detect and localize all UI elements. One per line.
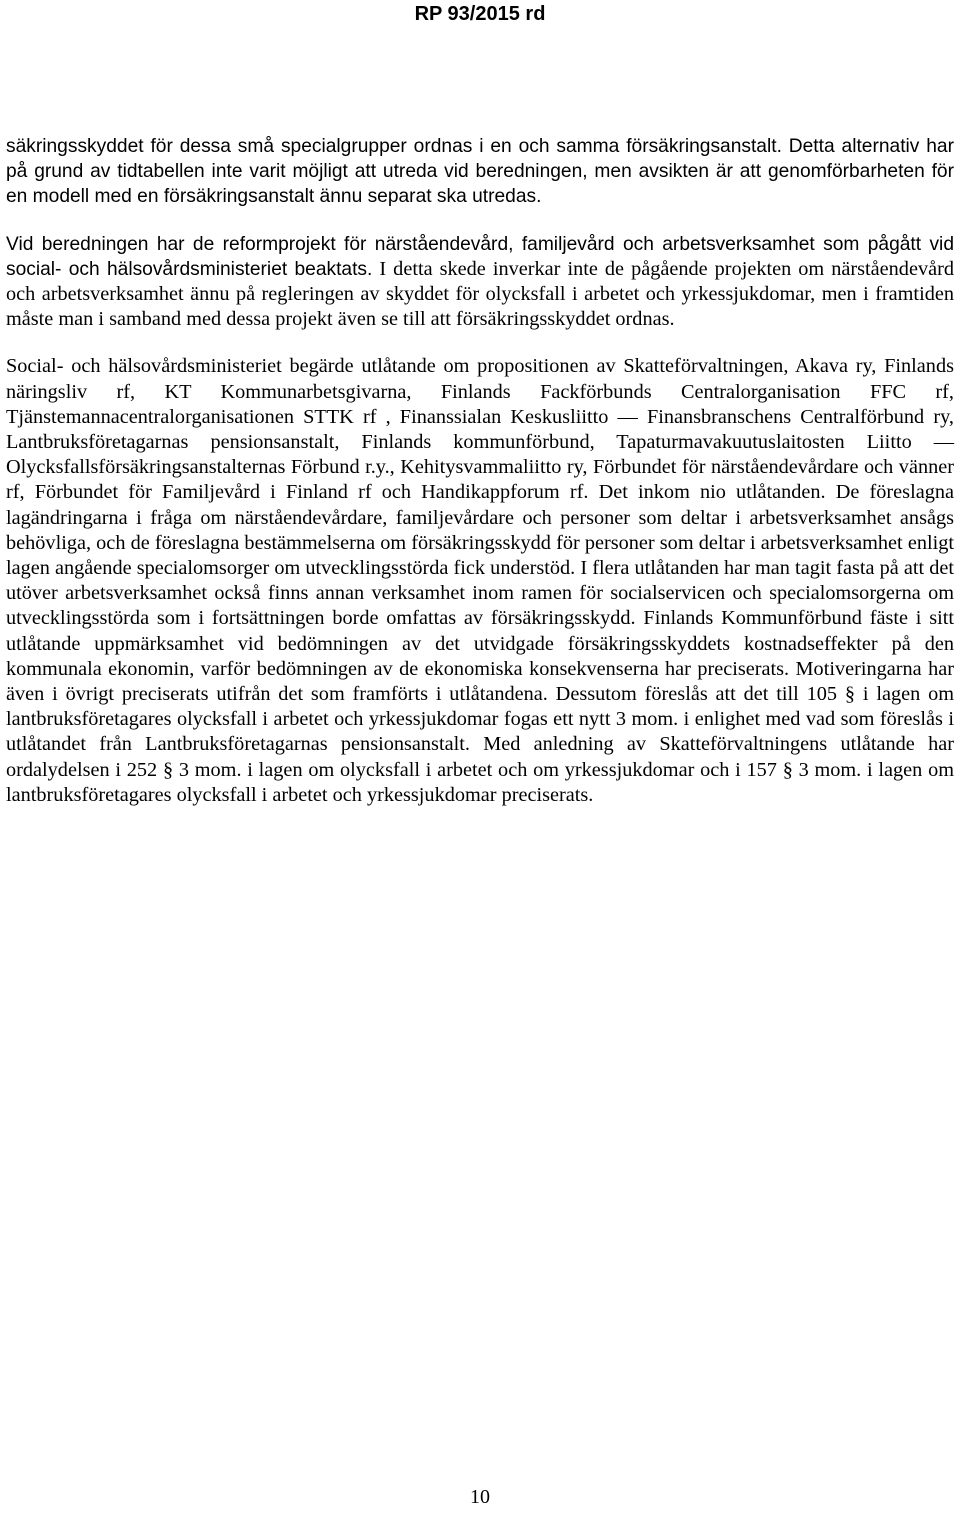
paragraph-2-part-a: Vid beredningen har de reformprojekt för närståendevård, familjevård och arbetsverksamhet som pågått vid social- och hälsovårdsministeriet beaktats. bbox=[6, 233, 954, 280]
page-header: RP 93/2015 rd bbox=[414, 3, 546, 25]
paragraph-3: Social- och hälsovårdsministeriet begärde utlåtande om propositionen av Skatteförvaltningen, Akava ry, Finlands näringsliv rf, KT Kommunarbetsgivarna, Finlands Fackförbunds Centralorganisation FFC rf, Tjänstemannacentralorganisationen STTK rf , Finanssialan Keskusliitto — Finansbranschens Centralförbund ry, Lantbruksföretagarnas pensionsanstalt, Finlands kommunförbund, Tapaturmavakuutuslaitosten Liitto — Olycksfallsförsäkringsanstalternas Förbund r.y., Kehitysvammaliitto ry, Förbundet för närståendevårdare och vänner rf, Förbundet för Familjevård i Finland rf och Handikappforum rf. Det inkom nio utlåtanden. De föreslagna lagändringarna i fråga om närståendevårdare, familjevårdare och personer som deltar i arbetsverksamhet ansågs behövliga, och de föreslagna bestämmelserna om försäkringsskydd för personer som deltar i arbetsverksamhet enligt lagen angående specialomsorger om utvecklingsstörda fick understöd. I flera utlåtanden har man tagit fasta på att det utöver arbetsverksamhet också finns annan verksamhet inom ramen för socialservicen och specialomsorgerna om utvecklingsstörda som i fortsättningen borde omfattas av försäkringsskydd. Finlands Kommunförbund fäste i sitt utlåtande uppmärksamhet vid bedömningen av det utvidgade försäkringsskyddets kostnadseffekter på den kommunala ekonomin, varför bedömningen av de ekonomiska konsekvenserna har preciserats. Motiveringarna har även i övrigt preciserats utifrån det som framförts i utlåtandena. Dessutom föreslås att det till 105 § i lagen om lantbruksföretagares olycksfall i arbetet och yrkessjukdomar fogas ett nytt 3 mom. i enlighet med vad som föreslås i utlåtandet från Lantbruksföretagarnas pensionsanstalt. Med anledning av Skatteförvaltningens utlåtande har ordalydelsen i 252 § 3 mom. i lagen om olycksfall i arbetet och om yrkessjukdomar och i 157 § 3 mom. i lagen om lantbruksföretagares olycksfall i arbetet och yrkessjukdomar preciserats. bbox=[6, 355, 954, 806]
page-number: 10 bbox=[470, 1486, 490, 1508]
paragraph-2-part-b: I detta skede inverkar inte de pågående projekten om närståendevård och arbetsverksamhet ännu på regleringen av skyddet för olycksfall i arbetet och yrkessjukdomar, men i framtiden måste man i samband med dessa projekt även se till att försäkringsskyddet ordnas. bbox=[6, 257, 954, 331]
paragraph-2 bbox=[6, 232, 954, 333]
document-body bbox=[6, 134, 954, 830]
paragraph-1: säkringsskyddet för dessa små specialgrupper ordnas i en och samma försäkringsanstalt. Detta alternativ har på grund av tidtabellen inte varit möjligt att utreda vid beredningen, men avsikten är att genomförbarheten för en modell med en försäkringsanstalt ännu separat ska utredas. bbox=[6, 136, 954, 208]
